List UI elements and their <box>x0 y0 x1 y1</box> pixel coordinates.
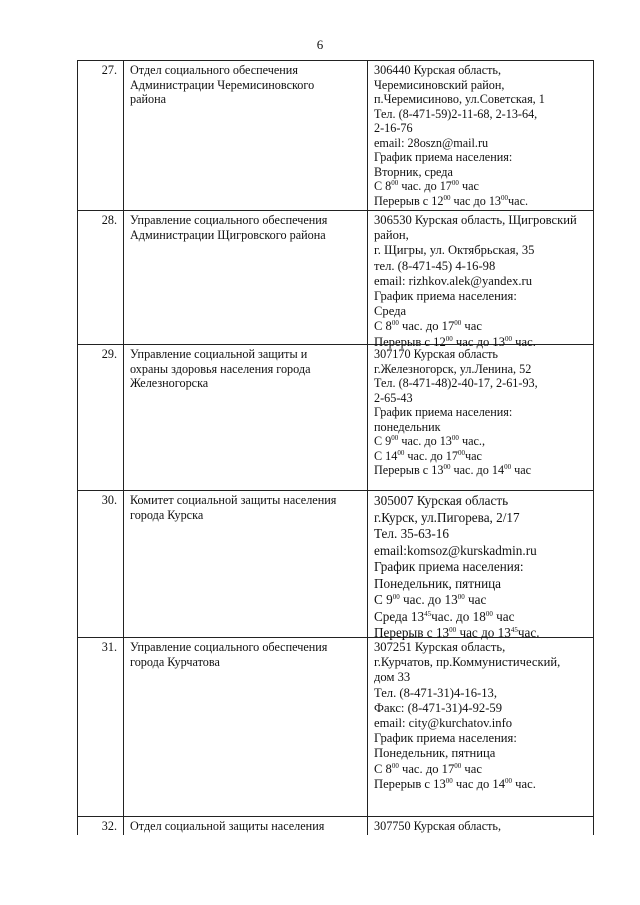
name-line: Администрации Щигровского района <box>130 227 326 242</box>
row-number: 32. <box>78 817 124 835</box>
agency-contacts <box>368 638 594 816</box>
address-line: г. Щигры, ул. Октябрьская, 35 <box>374 243 535 258</box>
name-line: Железногорска <box>130 376 209 390</box>
agency-contacts <box>368 817 594 835</box>
schedule-line: С $8^{00}$ час. до $17^{00}$ час <box>374 319 482 334</box>
row-number: 27. <box>78 61 124 210</box>
address-line: Тел. (8-471-59)2-11-68, 2-13-64, <box>374 106 538 121</box>
name-line: Отдел социальной защиты населения <box>130 819 325 833</box>
address-line: 306530 Курская область, Щигровский <box>374 213 577 227</box>
address-line: Тел. (8-471-31)4-16-13, <box>374 685 497 700</box>
address-line: 307750 Курская область, <box>374 819 502 833</box>
address-line: г.Курск, ул.Пигорева, 2/17 <box>374 509 520 525</box>
address-line: п.Черемисиново, ул.Советская, 1 <box>374 92 545 106</box>
agency-table <box>77 60 594 835</box>
table-row <box>78 638 594 817</box>
address-line: г.Курчатов, пр.Коммунистический, <box>374 655 561 670</box>
address-line: 2-65-43 <box>374 390 413 405</box>
address-line: Тел. (8-471-48)2-40-17, 2-61-93, <box>374 376 538 390</box>
reception-days: Понедельник, пятница <box>374 746 496 761</box>
name-line: Управление социального обеспечения <box>130 213 328 227</box>
address-line: 307170 Курская область <box>374 347 498 361</box>
email-line: email: 28oszn@mail.ru <box>374 135 489 150</box>
name-line: Отдел социального обеспечения <box>130 63 298 77</box>
schedule-line: С $8^{00}$ час. до $17^{00}$ час <box>374 761 482 776</box>
table-row <box>78 345 594 491</box>
agency-name <box>124 491 368 637</box>
agency-name <box>124 211 368 344</box>
row-number: 28. <box>78 211 124 344</box>
schedule-line: Перерыв с $13^{00}$ час до $14^{00}$ час. <box>374 776 536 791</box>
schedule-heading: График приема населения: <box>374 731 517 746</box>
schedule-line: Среда $13^{45}час$. до $18^{00}$ час <box>374 608 515 624</box>
schedule-line: С $9^{00}$ час. до $13^{00}$ час., <box>374 434 485 448</box>
email-line: email:komsoz@kurskadmin.ru <box>374 542 537 558</box>
schedule-line: С $9^{00}$ час. до $13^{00}$ час <box>374 592 487 607</box>
agency-name <box>124 638 368 816</box>
agency-contacts <box>368 61 594 210</box>
schedule-line: С $14^{00}$ час. до $17^{00}час$ <box>374 448 482 463</box>
schedule-line: Перерыв с $12^{00}$ час до $13^{00}$ час. <box>374 334 536 349</box>
address-line: 307251 Курская область, <box>374 640 506 654</box>
name-line: Комитет социальной защиты населения <box>130 493 337 507</box>
name-line: Управление социальной защиты и <box>130 347 308 361</box>
name-line: города Курска <box>130 507 204 522</box>
reception-days: Вторник, среда <box>374 164 453 179</box>
agency-contacts <box>368 211 594 349</box>
name-line: охраны здоровья населения города <box>130 361 311 376</box>
schedule-line: Перерыв с $13^{00}$ час до $13^{45}час$. <box>374 625 540 640</box>
row-number: 29. <box>78 345 124 490</box>
schedule-heading: График приема населения: <box>374 150 513 164</box>
agency-name <box>124 817 368 835</box>
table-row <box>78 211 594 349</box>
schedule-line: Перерыв с $12^{00}$ час до $13^{00}час$. <box>374 193 529 208</box>
address-line: дом 33 <box>374 670 411 685</box>
address-line: район, <box>374 228 409 243</box>
table-row <box>78 817 594 835</box>
address-line: г.Железногорск, ул.Ленина, 52 <box>374 361 532 376</box>
page-number: 6 <box>316 37 324 52</box>
address-line: 306440 Курская область, <box>374 63 502 77</box>
reception-days: понедельник <box>374 419 441 434</box>
address-line: 305007 Курская область <box>374 493 509 508</box>
name-line: города Курчатова <box>130 654 220 669</box>
schedule-line: С $8^{00}$ час. до $17^{00}$ час <box>374 179 479 193</box>
row-number: 30. <box>78 491 124 637</box>
table-row <box>78 61 594 211</box>
name-line: Управление социального обеспечения <box>130 640 328 654</box>
agency-name <box>124 61 368 210</box>
address-line: Черемисиновский район, <box>374 77 505 92</box>
schedule-heading: График приема населения: <box>374 289 517 304</box>
schedule-heading: График приема населения: <box>374 559 524 574</box>
reception-days: Среда <box>374 304 407 319</box>
agency-contacts <box>368 491 594 640</box>
reception-days: Понедельник, пятница <box>374 575 502 591</box>
email-line: email: rizhkov.alek@yandex.ru <box>374 273 532 288</box>
schedule-heading: График приема населения: <box>374 405 513 419</box>
address-line: Факс: (8-471-31)4-92-59 <box>374 700 503 715</box>
address-line: тел. (8-471-45) 4-16-98 <box>374 258 496 273</box>
name-line: Администрации Черемисиновского <box>130 77 315 92</box>
agency-name <box>124 345 368 490</box>
name-line: района <box>130 92 167 106</box>
schedule-line: Перерыв с $13^{00}$ час. до $14^{00}$ час <box>374 463 532 477</box>
address-line: 2-16-76 <box>374 121 413 135</box>
agency-contacts <box>368 345 594 490</box>
row-number: 31. <box>78 638 124 816</box>
email-line: email: city@kurchatov.info <box>374 716 513 731</box>
address-line: Тел. 35-63-16 <box>374 526 449 541</box>
table-row <box>78 491 594 638</box>
